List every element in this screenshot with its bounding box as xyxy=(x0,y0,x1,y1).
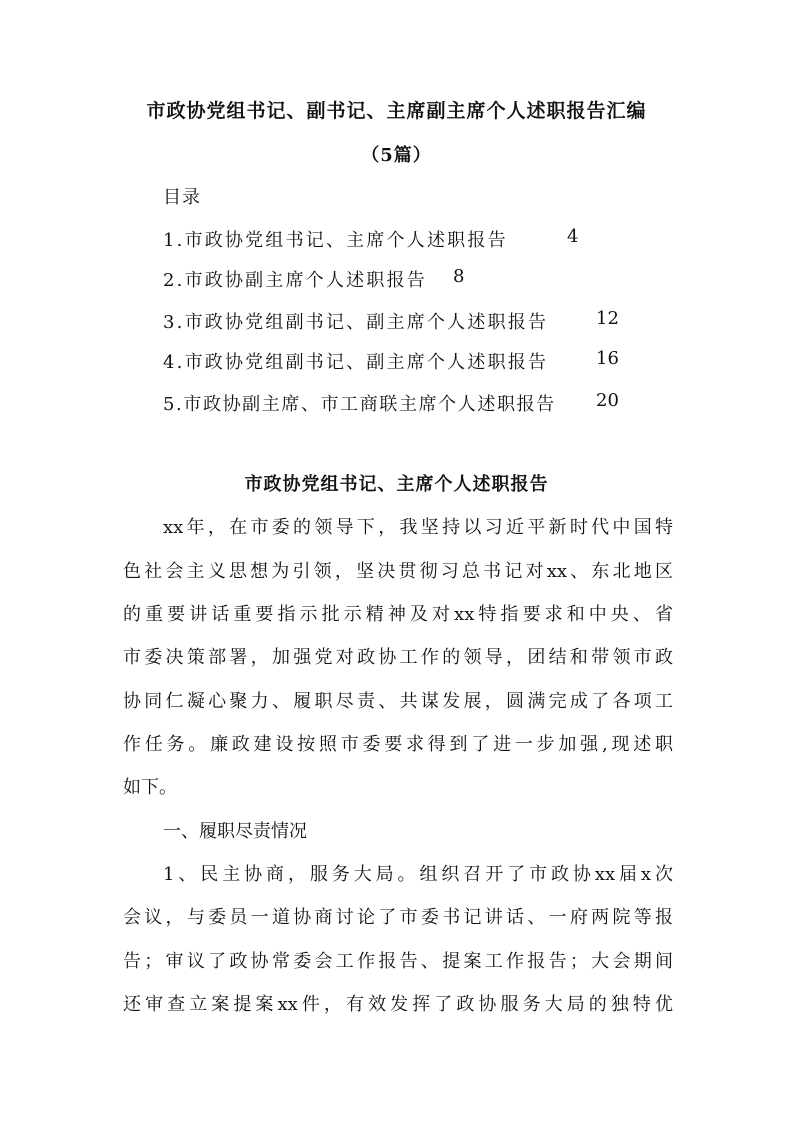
body-line: 告；审议了政协常委会工作报告、提案工作报告；大会期间 xyxy=(123,951,673,972)
body-line: xx年，在市委的领导下，我坚持以习近平新时代中国特 xyxy=(163,517,673,538)
toc-item: 3.市政协党组副书记、副主席个人述职报告 xyxy=(163,312,549,333)
toc-page-number: 20 xyxy=(596,390,619,411)
body-line: 协同仁凝心聚力、履职尽责、共谋发展，圆满完成了各项工 xyxy=(123,691,673,712)
toc-item: 2.市政协副主席个人述职报告 xyxy=(163,270,427,291)
toc-page-number: 8 xyxy=(453,266,465,287)
body-line: 的重要讲话重要指示批示精神及对xx特指要求和中央、省 xyxy=(123,604,673,625)
toc-page-number: 12 xyxy=(596,308,619,329)
toc-item: 1.市政协党组书记、主席个人述职报告 xyxy=(163,230,508,251)
toc-page-number: 4 xyxy=(567,226,579,247)
toc-heading: 目录 xyxy=(163,187,201,208)
section-title: 市政协党组书记、主席个人述职报告 xyxy=(244,474,549,495)
document-title-count: （5篇） xyxy=(361,145,432,166)
body-line: 会议，与委员一道协商讨论了市委书记讲话、一府两院等报 xyxy=(123,907,673,928)
toc-item: 4.市政协党组副书记、副主席个人述职报告 xyxy=(163,352,549,373)
subsection-heading: 一、履职尽责情况 xyxy=(163,821,307,842)
body-line: 如下。 xyxy=(123,777,177,798)
toc-page-number: 16 xyxy=(596,348,619,369)
body-line: 市委决策部署，加强党对政协工作的领导，团结和带领市政 xyxy=(123,647,673,668)
toc-item: 5.市政协副主席、市工商联主席个人述职报告 xyxy=(163,394,556,415)
body-line: 1、民主协商，服务大局。组织召开了市政协xx届x次 xyxy=(163,864,673,885)
body-line: 还审查立案提案xx件，有效发挥了政协服务大局的独特优 xyxy=(123,994,673,1015)
body-line: 色社会主义思想为引领，坚决贯彻习总书记对xx、东北地区 xyxy=(123,561,673,582)
document-title: 市政协党组书记、副书记、主席副主席个人述职报告汇编 xyxy=(146,100,647,122)
body-line: 作任务。廉政建设按照市委要求得到了进一步加强,现述职 xyxy=(123,734,673,755)
